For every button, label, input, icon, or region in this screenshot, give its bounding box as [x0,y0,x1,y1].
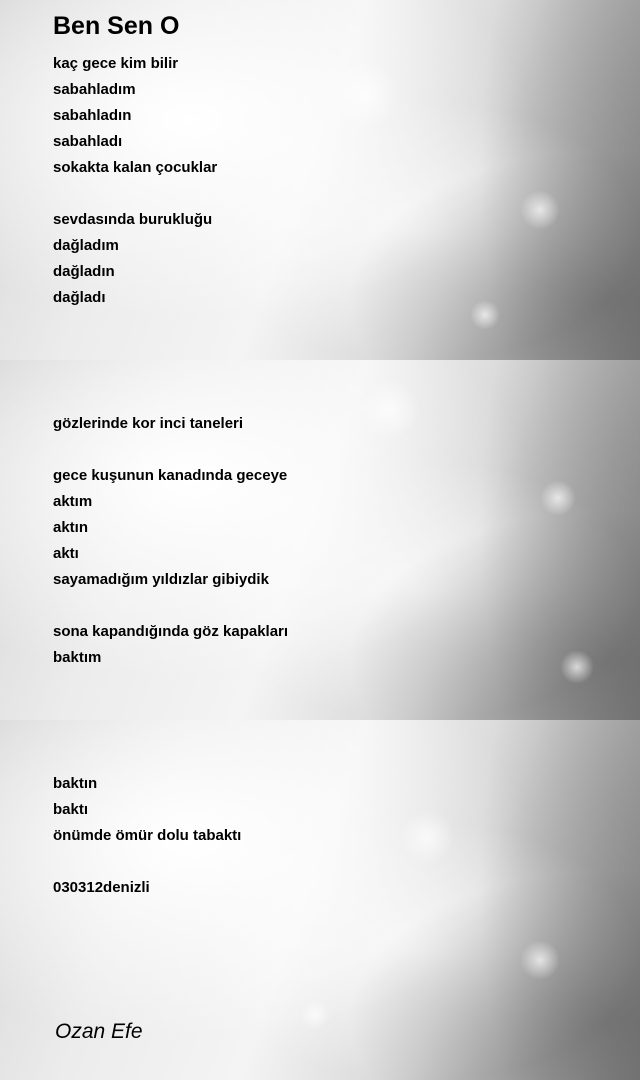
poem-line: gözlerinde kor inci taneleri [53,415,244,432]
stanza-break [53,593,288,619]
poem-line: dağladım [53,237,119,254]
poem-line: dağladı [53,289,106,306]
poem-author: Ozan Efe [55,1020,143,1043]
stanza-block-1 [53,51,217,311]
poem-title: Ben Sen O [53,12,180,40]
stanza-break [53,437,288,463]
stanza-block-2 [53,411,288,671]
poem-panel-2 [0,360,640,720]
poem-line: aktı [53,545,79,562]
poem-line: önümde ömür dolu tabaktı [53,827,242,844]
poem-line: sabahladın [53,107,132,124]
bokeh-light [360,380,420,440]
poem-line: baktın [53,775,98,792]
stanza-break [53,181,217,207]
bokeh-light [560,650,594,684]
poem-line: sabahladım [53,81,136,98]
poem-line: sevdasında burukluğu [53,211,213,228]
poem-line: sabahladı [53,133,123,150]
bokeh-light [520,940,560,980]
stanza-block-3 [53,771,241,901]
poem-line: sona kapandığında göz kapakları [53,623,289,640]
stanza-break [53,849,241,875]
poem-line: baktım [53,649,102,666]
poem-line: baktı [53,801,89,818]
poem-line: aktım [53,493,93,510]
poem-panel-1 [0,0,640,360]
poem-line: gece kuşunun kanadında geceye [53,467,288,484]
poem-line: sayamadığım yıldızlar gibiydik [53,571,269,588]
bokeh-light [470,300,500,330]
bokeh-light [520,190,560,230]
poem-panel-3 [0,720,640,1080]
poem-line: dağladın [53,263,115,280]
bokeh-light [400,810,454,864]
bokeh-light [330,60,400,130]
bokeh-light [300,1000,330,1030]
poem-signature-line: 030312denizli [53,879,150,896]
bokeh-light [540,480,576,516]
poem-line: kaç gece kim bilir [53,55,179,72]
poem-line: aktın [53,519,89,536]
poem-line: sokakta kalan çocuklar [53,159,218,176]
